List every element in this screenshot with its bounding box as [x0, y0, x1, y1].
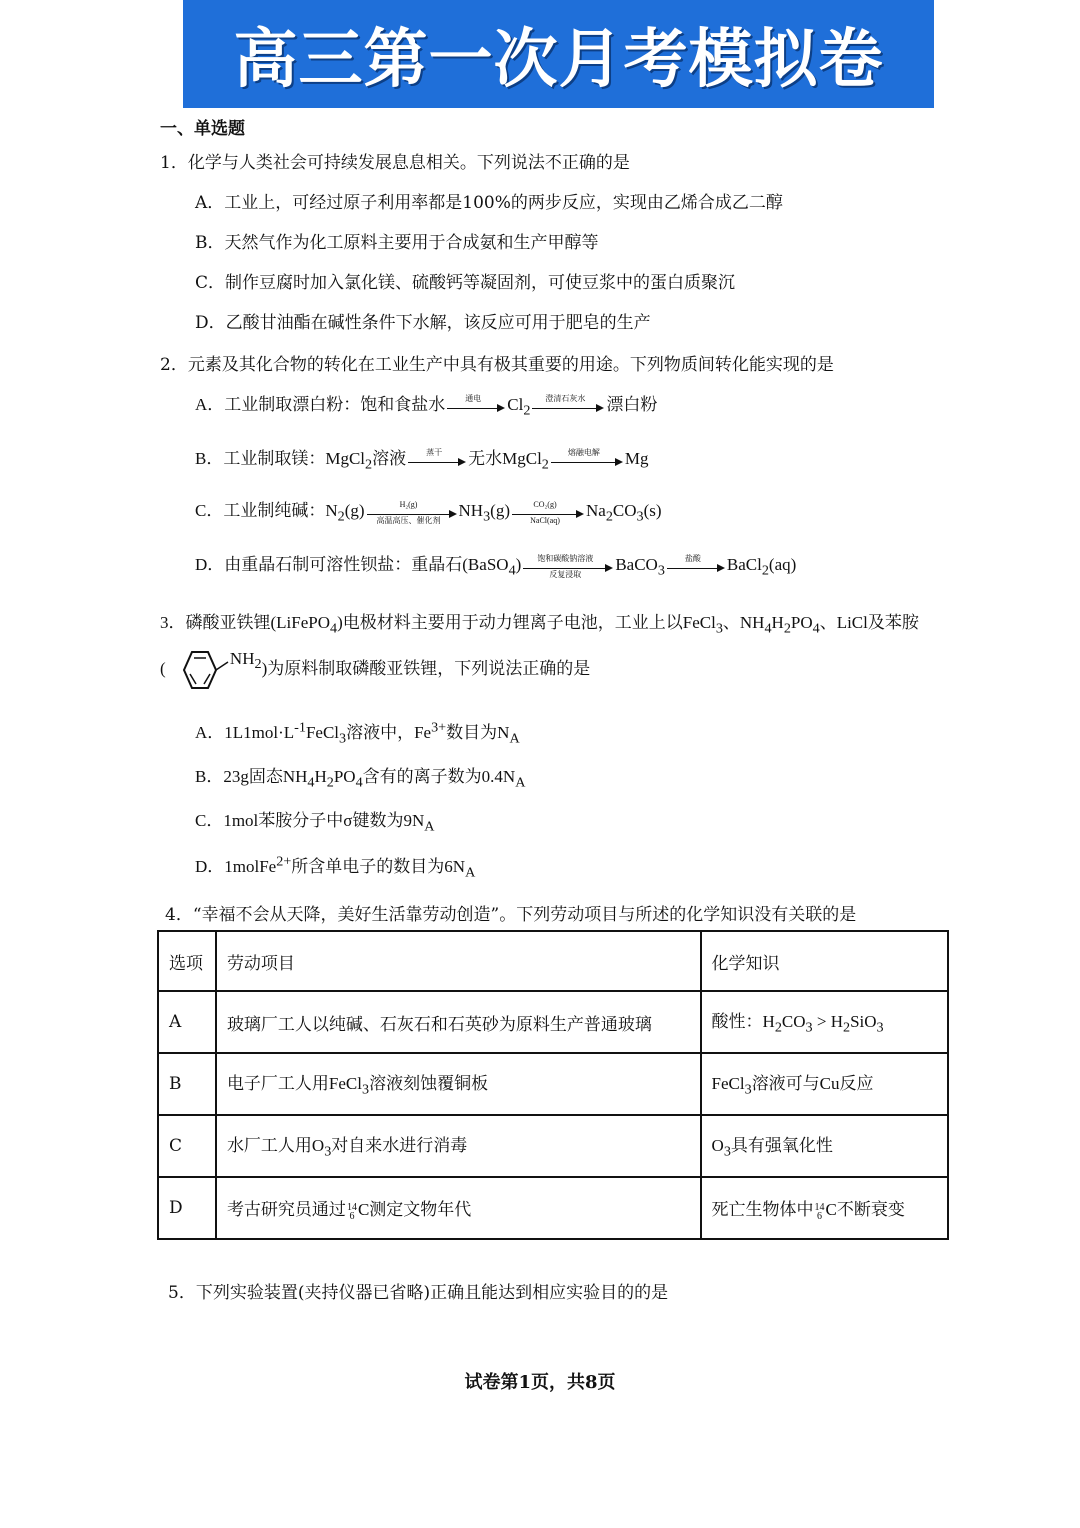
row-task: [216, 1053, 701, 1115]
q1-option-d: D．乙酸甘油酯在碱性条件下水解，该反应可用于肥皂的生产: [195, 313, 651, 333]
text: A．1L1mol·L: [195, 723, 295, 742]
arrow-condition: 澄清石灰水: [545, 394, 586, 404]
table-row: [158, 1115, 948, 1177]
text: H: [314, 767, 327, 786]
subscript: 2: [842, 1019, 851, 1036]
subscript: 3: [744, 1081, 752, 1098]
table-row: [158, 1053, 948, 1115]
superscript: -1: [294, 719, 306, 736]
q2b-label: B．工业制取镁：MgCl: [195, 449, 366, 468]
section-title: 一、单选题: [160, 119, 245, 139]
page-footer: 试卷第1页，共8页: [464, 1372, 616, 1393]
text: )为原料制取磷酸亚铁锂，下列说法正确的是: [261, 658, 591, 678]
q2-option-a: [195, 390, 657, 419]
reaction-arrow: [532, 394, 604, 418]
amine-group-label: NH: [229, 648, 255, 668]
subscript: 2: [326, 774, 334, 791]
subscript: 4: [355, 774, 363, 791]
title-banner: [183, 0, 934, 108]
subscript: 3: [339, 730, 347, 747]
row-option: B: [158, 1053, 216, 1115]
reaction-arrow: [512, 500, 584, 524]
q3-option-a: [195, 718, 520, 747]
text: 所含单电子的数目为6N: [291, 857, 466, 876]
reaction-arrow: [447, 394, 505, 418]
q2a-label: A．工业制取漂白粉：饱和食盐水: [195, 395, 446, 414]
reaction-arrow: [408, 448, 466, 472]
superscript: 3+: [431, 719, 447, 736]
text: B．23g固态NH: [195, 767, 308, 786]
q1-option-b: B．天然气作为化工原料主要用于合成氨和生产甲醇等: [195, 233, 599, 253]
subscript: 3: [657, 562, 665, 579]
arrow-condition: 盐酸: [684, 554, 701, 564]
subscript: 4: [508, 562, 516, 579]
q4-stem: 4．“幸福不会从天降，美好生活靠劳动创造”。下列劳动项目与所述的化学知识没有关联的是: [165, 905, 857, 925]
row-task: [216, 1177, 701, 1239]
exam-title: 高三第一次月考模拟卷: [233, 23, 884, 97]
text: 、LiCl及苯胺: [819, 613, 919, 632]
q3-stem-line2: [160, 648, 590, 692]
arrow-condition-top: CO₂(g): [533, 500, 557, 510]
q2-option-c: [195, 496, 662, 525]
arrow-condition-bottom: 反复浸取: [549, 570, 582, 580]
benzene-ring-icon: [170, 648, 230, 692]
row-knowledge: [701, 1177, 948, 1239]
subscript: 3: [362, 1081, 370, 1098]
subscript: 3: [876, 1019, 884, 1036]
text: D．1molFe: [195, 857, 277, 876]
text: C不断衰变: [825, 1200, 905, 1220]
subscript: 2: [783, 620, 791, 637]
subscript: 3: [324, 1143, 332, 1160]
text: )电极材料主要用于动力锂离子电池，工业上以FeCl: [337, 613, 716, 632]
reaction-arrow: [523, 554, 613, 578]
text: 死亡生物体中: [711, 1200, 814, 1220]
header-option: 选项: [158, 931, 216, 991]
row-option: C: [158, 1115, 216, 1177]
subscript: 3: [483, 508, 491, 525]
reaction-arrow: [551, 448, 623, 472]
reaction-arrow: [667, 554, 725, 578]
q1-option-c: C．制作豆腐时加入氯化镁、硫酸钙等凝固剂，可使豆浆中的蛋白质聚沉: [195, 273, 736, 293]
text: SiO: [850, 1012, 877, 1032]
reaction-arrow: [367, 500, 457, 524]
arrow-condition-top: 饱和碳酸钠溶液: [537, 554, 594, 564]
q4-table: [157, 930, 949, 1240]
subscript: 4: [764, 620, 772, 637]
q1-stem: 1．化学与人类社会可持续发展息息相关。下列说法不正确的是: [160, 153, 630, 173]
text: 溶液刻蚀覆铜板: [369, 1074, 489, 1094]
q2a-final: 漂白粉: [606, 395, 658, 414]
text: H: [771, 613, 784, 632]
row-knowledge: [701, 1115, 948, 1177]
subscript: 3: [715, 620, 723, 637]
table-header-row: [158, 931, 948, 991]
subscript: 2: [541, 456, 549, 473]
subscript: 4: [330, 620, 338, 637]
subscript: 2: [523, 402, 531, 419]
atomic-number: 6: [817, 1210, 823, 1222]
text: 数目为N: [446, 723, 510, 742]
arrow-condition: 蒸干: [426, 448, 443, 458]
text: 3．磷酸亚铁锂(LiFePO: [160, 613, 330, 632]
text: CO: [781, 1012, 806, 1032]
subscript: 2: [365, 456, 373, 473]
q2b-label-rest: 溶液: [372, 449, 407, 468]
q2c-label-rest: (g): [344, 501, 365, 520]
text: PO: [333, 767, 356, 786]
arrow-condition: 熔融电解: [567, 448, 600, 458]
text: 电子厂工人用FeCl: [226, 1074, 362, 1094]
q2c-final-mid: CO: [612, 501, 637, 520]
text: 酸性：H: [711, 1012, 775, 1032]
atomic-number: 6: [349, 1210, 355, 1222]
subscript: A: [509, 730, 520, 747]
subscript: 4: [307, 774, 315, 791]
q2b-product: 无水MgCl: [468, 449, 542, 468]
text: 含有的离子数为0.4N: [362, 767, 516, 786]
q2d-product: BaCO: [615, 555, 658, 574]
subscript: A: [465, 864, 476, 881]
q2d-final: BaCl: [726, 555, 762, 574]
text: C测定文物年代: [357, 1200, 472, 1220]
subscript: 3: [636, 508, 644, 525]
header-task: 劳动项目: [216, 931, 701, 991]
subscript: 2: [774, 1019, 782, 1036]
row-option: A: [158, 991, 216, 1053]
text: C．1mol苯胺分子中σ键数为9N: [195, 811, 425, 830]
q2-option-d: [195, 550, 796, 579]
q2d-final-rest: (aq): [768, 555, 797, 574]
q3-option-c: [195, 806, 434, 835]
text: 、NH: [722, 613, 765, 632]
q3-option-b: [195, 762, 525, 791]
q2d-label: D．由重晶石制可溶性钡盐：重晶石(BaSO: [195, 555, 509, 574]
table-row: [158, 991, 948, 1053]
subscript: 2: [605, 508, 613, 525]
subscript: A: [424, 818, 435, 835]
q2-option-b: [195, 444, 649, 473]
q2c-final: Na: [586, 501, 606, 520]
superscript: 2+: [276, 853, 292, 870]
q2c-label: C．工业制纯碱：N: [195, 501, 338, 520]
text: 考古研究员通过: [226, 1200, 346, 1220]
text: 溶液中，Fe: [346, 723, 432, 742]
row-option: D: [158, 1177, 216, 1239]
text: FeCl: [711, 1074, 745, 1094]
q1-option-a: A．工业上，可经过原子利用率都是100%的两步反应，实现由乙烯合成乙二醇: [195, 193, 783, 213]
row-knowledge: [701, 991, 948, 1053]
arrow-condition: 通电: [465, 394, 482, 404]
arrow-condition-top: H₂(g): [399, 500, 418, 510]
mass-number: 14: [346, 1201, 357, 1213]
q3-option-d: [195, 852, 475, 881]
text: (: [160, 658, 166, 678]
text: 水厂工人用O: [226, 1136, 325, 1156]
q2d-label-rest: ): [515, 555, 522, 574]
subscript: 3: [805, 1019, 813, 1036]
subscript: 2: [254, 656, 262, 673]
subscript: A: [515, 774, 526, 791]
text: > H: [812, 1012, 843, 1032]
subscript: 4: [812, 620, 820, 637]
mass-number: 14: [814, 1201, 825, 1213]
arrow-condition-bottom: NaCl(aq): [530, 516, 560, 526]
q2-stem: 2．元素及其化合物的转化在工业生产中具有极其重要的用途。下列物质间转化能实现的是: [160, 355, 834, 375]
row-knowledge: [701, 1053, 948, 1115]
text: O: [711, 1136, 724, 1156]
text: 溶液可与Cu反应: [751, 1074, 874, 1094]
q2a-product: Cl: [507, 395, 524, 414]
q5-stem: 5．下列实验装置(夹持仪器已省略)正确且能达到相应实验目的的是: [168, 1283, 669, 1303]
q3-stem-line1: [160, 608, 919, 637]
arrow-condition-bottom: 高温高压、催化剂: [376, 516, 441, 526]
row-task: 玻璃厂工人以纯碱、石灰石和石英砂为原料生产普通玻璃: [216, 991, 701, 1053]
q2c-final-rest: (s): [643, 501, 662, 520]
header-knowledge: 化学知识: [701, 931, 948, 991]
q2c-product: NH: [458, 501, 484, 520]
subscript: 3: [723, 1143, 731, 1160]
text: PO: [790, 613, 813, 632]
row-task: [216, 1115, 701, 1177]
subscript: 2: [761, 562, 769, 579]
text: 具有强氧化性: [730, 1136, 833, 1156]
q2c-product-rest: (g): [490, 501, 510, 520]
subscript: 2: [337, 508, 345, 525]
text: FeCl: [305, 723, 340, 742]
text: 对自来水进行消毒: [331, 1136, 468, 1156]
table-row: [158, 1177, 948, 1239]
q2b-final: Mg: [624, 449, 649, 468]
